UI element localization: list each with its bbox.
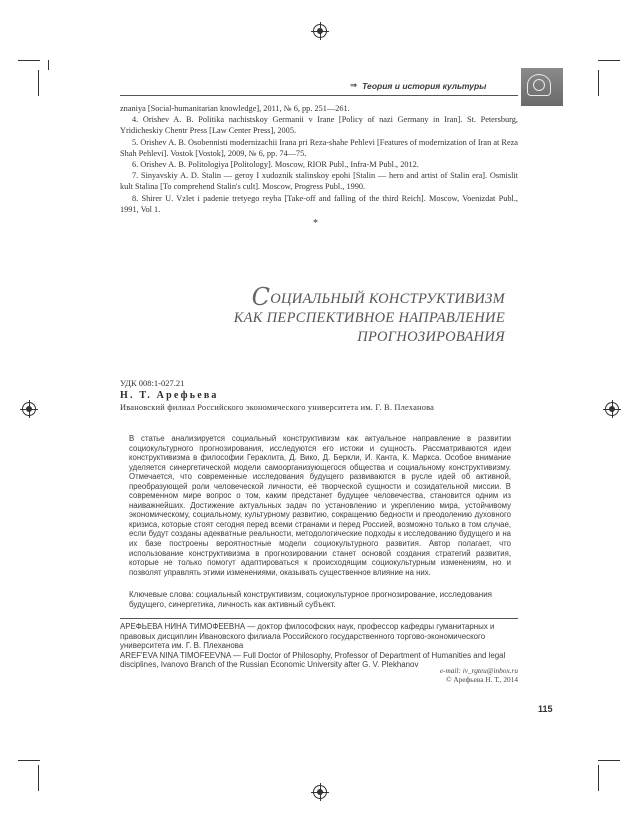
author-name: Н. Т. Арефьева — [120, 390, 219, 401]
author-bio — [120, 622, 518, 670]
reference-item: 5. Orishev A. B. Osobennisti modernizachii Irana pri Reza-shahe Pehlevi [Features of modernization of Iran at Reza Shah Pehlevi]. Vostok [Vostok], 2009, № 6, pp. 74—75. — [120, 137, 518, 158]
title-line-3: ПРОГНОЗИРОВАНИЯ — [357, 329, 505, 345]
title-line-2: КАК ПЕРСПЕКТИВНОЕ НАПРАВЛЕНИЕ — [233, 310, 505, 326]
keywords: Ключевые слова: социальный конструктивизм, социокультурное прогнозирование, исследования будущего, синергетика, личность как активный субъект. — [129, 590, 492, 609]
copyright: © Арефьева Н. Т., 2014 — [445, 675, 518, 684]
section-title: Теория и история культуры — [362, 80, 487, 91]
reference-item: 4. Orishev A. B. Politika nachistskoy Germanii v Irane [Policy of nazi Germany in Iran]. St. Petersburg, Yridicheskiy Chentr Press [Law Center Press], 2005. — [120, 115, 518, 136]
header-divider — [120, 95, 518, 96]
contact-block — [330, 666, 518, 684]
bio-ru: АРЕФЬЕВА НИНА ТИМОФЕЕВНА — доктор философских наук, профессор кафедры гуманитарных и правовых дисциплин Ивановского филиала Российского государственного торгово-экономического университета им. Г. В. Плеханова — [120, 622, 495, 650]
crop-mark — [18, 60, 40, 61]
crop-mark — [38, 765, 39, 791]
crop-mark — [598, 70, 599, 96]
reference-item: 6. Orishev A. B. Politologiya [Politology]. Moscow, RIOR Publ., Infra-M Publ., 2012. — [132, 160, 419, 170]
reference-item: 7. Sinyavskiy A. D. Stalin — geroy I xudoznik stalinskoy epohi [Stalin — hero and artist of Stalin era]. Osmislit kult Stalina [To comprehend Stalin's cult]. Moscow, Progress Publ., 1990. — [120, 171, 518, 192]
registration-mark-icon — [22, 402, 36, 416]
udc-code: УДК 008:1-027.21 — [120, 378, 185, 388]
bio-divider — [120, 618, 518, 619]
reference-item: 8. Shirer U. Vzlet i padenie tretyego reyba [Take-off and falling of the third Reich]. Moscow, Voenizdat Publ., 1991, Vol 1. — [120, 193, 518, 214]
reference-list — [120, 103, 518, 215]
arrow-icon: ⇒ — [350, 80, 358, 90]
registration-mark-icon — [313, 24, 327, 38]
abstract: В статье анализируется социальный конструктивизм как актуальное направление в развитии социокультурного прогнозирования, исследуются его истоки и сущность. Рассматриваются идеи конструктивизма в философии Гераклита, Д. Вико, Д. Беркли, И. Канта, К. Маркса. Особое внимание уделяется синергетической модели самоорганизующегося общества и социальному конструктивизму. Отмечается, что современные исследования будущего развиваются в русле идей об активной, преобразующей роли человеческой личности, её творческой сущности и созидательной миссии. В современном мире вопрос о том, каким предстанет будущее человечества, становится одним из наиважнейших. Достижение актуальных задач по установлению и укреплению мира, устойчивому экономическому, социальному, культурному развитию, сокращению бедности и преодолению духовного кризиса, которые стоят сегодня перед всеми странами и перед Россией, возможно только в том случае, если будут созданы адекватные реальности, методологические подходы к исследованию будущего и на их базе построены вероятностные модели социокультурного развития. Автор полагает, что использование конструктивизма в прогнозировании станет основой создания стратегий развития, которые не только помогут адаптироваться к происходящим социокультурным изменениям, но и позволят управлять этими изменениями, оказывать существенное влияние на них. — [129, 434, 511, 577]
crop-mark — [48, 60, 49, 70]
title-line-1: ОЦИАЛЬНЫЙ КОНСТРУКТИВИЗМ — [270, 291, 505, 307]
crop-mark — [598, 60, 620, 61]
crop-mark — [18, 760, 40, 761]
title-initial: С — [251, 283, 271, 311]
registration-mark-icon — [605, 402, 619, 416]
running-header — [350, 80, 512, 91]
page-number: 115 — [538, 704, 553, 714]
crop-mark — [598, 760, 620, 761]
article-title — [200, 283, 505, 347]
reference-item: znaniya [Social-humanitarian knowledge], 2011, № 6, pp. 251—261. — [120, 104, 350, 113]
journal-logo-icon — [521, 68, 563, 106]
crop-mark — [38, 70, 39, 96]
crop-mark — [598, 765, 599, 791]
author-email: e-mail: iv_rgteu@inbox.ru — [439, 666, 518, 675]
registration-mark-icon — [313, 785, 327, 799]
section-separator: * — [313, 218, 318, 229]
bio-en: AREF'EVA NINA TIMOFEEVNA — Full Doctor of Philosophy, Professor of Department of Humanities and legal disciplines, Ivanovo Branch of the Russian Economic University after G. V. Plekhanov — [120, 650, 506, 669]
author-affiliation: Ивановский филиал Российского экономического университета им. Г. В. Плеханова — [120, 403, 435, 412]
